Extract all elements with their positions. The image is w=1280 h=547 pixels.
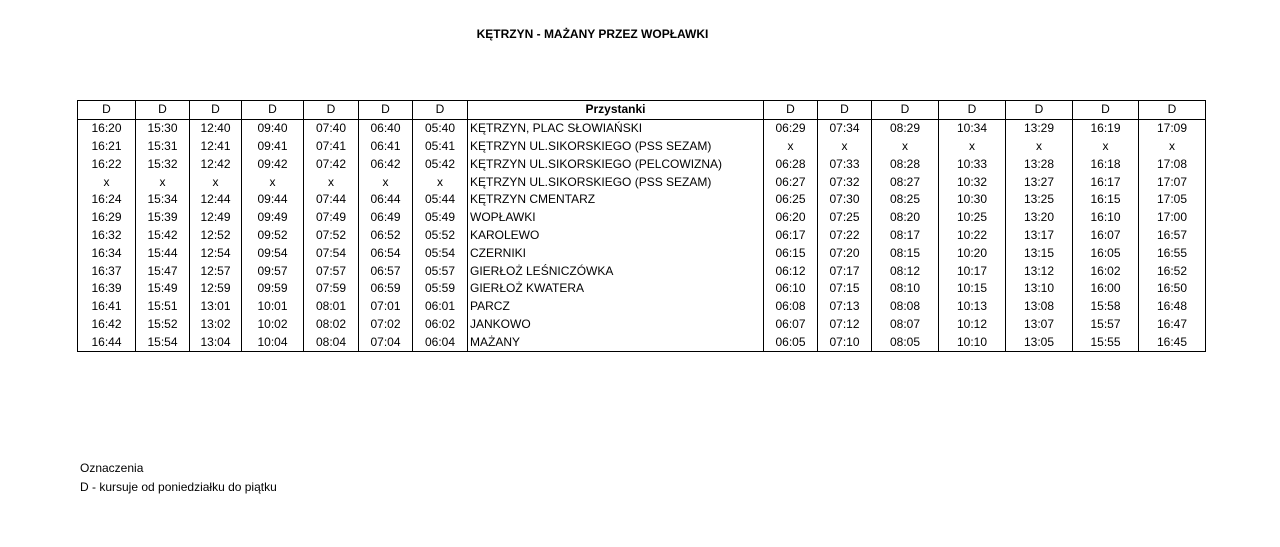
- departure-time-cell: 06:29: [764, 119, 818, 137]
- stop-name-cell: GIERŁOŻ KWATERA: [468, 280, 764, 298]
- table-row: [78, 155, 1206, 173]
- departure-time-cell: 09:57: [242, 262, 304, 280]
- departure-time-cell: 08:08: [872, 298, 939, 316]
- departure-time-cell: x: [764, 138, 818, 156]
- departure-time-cell: 06:08: [764, 298, 818, 316]
- stop-name-cell: PARCZ: [468, 298, 764, 316]
- departure-time-cell: 10:01: [242, 298, 304, 316]
- departure-time-cell: 07:52: [304, 227, 359, 245]
- departure-time-cell: 09:59: [242, 280, 304, 298]
- departure-time-cell: 10:15: [939, 280, 1006, 298]
- departure-time-cell: 06:15: [764, 244, 818, 262]
- column-header-course: D: [242, 101, 304, 120]
- departure-time-cell: 15:55: [1073, 333, 1139, 351]
- departure-time-cell: 16:22: [78, 155, 136, 173]
- legend-item: D - kursuje od poniedziałku do piątku: [80, 480, 277, 494]
- table-row: [78, 138, 1206, 156]
- departure-time-cell: 16:10: [1073, 209, 1139, 227]
- departure-time-cell: 12:42: [190, 155, 242, 173]
- departure-time-cell: 16:47: [1139, 316, 1206, 334]
- departure-time-cell: 05:41: [413, 138, 468, 156]
- departure-time-cell: 10:20: [939, 244, 1006, 262]
- departure-time-cell: 15:49: [136, 280, 190, 298]
- table-row: [78, 280, 1206, 298]
- column-header-course: D: [413, 101, 468, 120]
- column-header-course: D: [136, 101, 190, 120]
- departure-time-cell: x: [242, 173, 304, 191]
- departure-time-cell: 12:59: [190, 280, 242, 298]
- stop-name-cell: KĘTRZYN, PLAC SŁOWIAŃSKI: [468, 119, 764, 137]
- departure-time-cell: 13:28: [1006, 155, 1073, 173]
- table-row: [78, 191, 1206, 209]
- departure-time-cell: 10:13: [939, 298, 1006, 316]
- departure-time-cell: 16:24: [78, 191, 136, 209]
- departure-time-cell: 09:52: [242, 227, 304, 245]
- departure-time-cell: 16:02: [1073, 262, 1139, 280]
- stop-name-cell: KĘTRZYN UL.SIKORSKIEGO (PSS SEZAM): [468, 138, 764, 156]
- column-header-stops: Przystanki: [468, 101, 764, 120]
- departure-time-cell: x: [1006, 138, 1073, 156]
- departure-time-cell: 06:42: [359, 155, 413, 173]
- departure-time-cell: 10:02: [242, 316, 304, 334]
- departure-time-cell: x: [939, 138, 1006, 156]
- departure-time-cell: 07:04: [359, 333, 413, 351]
- departure-time-cell: 16:17: [1073, 173, 1139, 191]
- departure-time-cell: 13:25: [1006, 191, 1073, 209]
- departure-time-cell: 10:22: [939, 227, 1006, 245]
- departure-time-cell: 05:57: [413, 262, 468, 280]
- table-row: [78, 119, 1206, 137]
- departure-time-cell: 12:41: [190, 138, 242, 156]
- departure-time-cell: 09:41: [242, 138, 304, 156]
- departure-time-cell: 15:44: [136, 244, 190, 262]
- departure-time-cell: 10:25: [939, 209, 1006, 227]
- departure-time-cell: 16:42: [78, 316, 136, 334]
- table-row: [78, 173, 1206, 191]
- departure-time-cell: 07:49: [304, 209, 359, 227]
- departure-time-cell: 15:47: [136, 262, 190, 280]
- departure-time-cell: 06:10: [764, 280, 818, 298]
- departure-time-cell: 12:57: [190, 262, 242, 280]
- departure-time-cell: 17:05: [1139, 191, 1206, 209]
- departure-time-cell: 16:50: [1139, 280, 1206, 298]
- departure-time-cell: 13:04: [190, 333, 242, 351]
- departure-time-cell: 07:44: [304, 191, 359, 209]
- column-header-course: D: [1139, 101, 1206, 120]
- departure-time-cell: 17:09: [1139, 119, 1206, 137]
- departure-time-cell: 08:01: [304, 298, 359, 316]
- departure-time-cell: 07:17: [818, 262, 872, 280]
- departure-time-cell: 08:27: [872, 173, 939, 191]
- departure-time-cell: x: [413, 173, 468, 191]
- departure-time-cell: 06:54: [359, 244, 413, 262]
- departure-time-cell: 16:48: [1139, 298, 1206, 316]
- stop-name-cell: GIERŁOŻ LEŚNICZÓWKA: [468, 262, 764, 280]
- departure-time-cell: 07:25: [818, 209, 872, 227]
- departure-time-cell: 12:40: [190, 119, 242, 137]
- departure-time-cell: 06:20: [764, 209, 818, 227]
- stop-name-cell: KAROLEWO: [468, 227, 764, 245]
- table-header-row: [78, 101, 1206, 120]
- column-header-course: D: [1073, 101, 1139, 120]
- departure-time-cell: 10:04: [242, 333, 304, 351]
- departure-time-cell: 08:02: [304, 316, 359, 334]
- departure-time-cell: 05:49: [413, 209, 468, 227]
- departure-time-cell: 16:19: [1073, 119, 1139, 137]
- stop-name-cell: JANKOWO: [468, 316, 764, 334]
- departure-time-cell: 16:57: [1139, 227, 1206, 245]
- departure-time-cell: 08:12: [872, 262, 939, 280]
- legend: [80, 459, 277, 497]
- departure-time-cell: 13:17: [1006, 227, 1073, 245]
- departure-time-cell: 08:25: [872, 191, 939, 209]
- departure-time-cell: 07:22: [818, 227, 872, 245]
- departure-time-cell: 08:04: [304, 333, 359, 351]
- departure-time-cell: 08:10: [872, 280, 939, 298]
- departure-time-cell: x: [1139, 138, 1206, 156]
- departure-time-cell: 12:49: [190, 209, 242, 227]
- departure-time-cell: 08:29: [872, 119, 939, 137]
- departure-time-cell: 16:41: [78, 298, 136, 316]
- departure-time-cell: 06:40: [359, 119, 413, 137]
- departure-time-cell: 10:34: [939, 119, 1006, 137]
- departure-time-cell: x: [872, 138, 939, 156]
- departure-time-cell: 12:52: [190, 227, 242, 245]
- departure-time-cell: 07:15: [818, 280, 872, 298]
- departure-time-cell: 07:32: [818, 173, 872, 191]
- legend-heading: Oznaczenia: [80, 461, 144, 475]
- departure-time-cell: 09:40: [242, 119, 304, 137]
- departure-time-cell: 06:25: [764, 191, 818, 209]
- departure-time-cell: 07:02: [359, 316, 413, 334]
- departure-time-cell: 17:08: [1139, 155, 1206, 173]
- column-header-course: D: [304, 101, 359, 120]
- departure-time-cell: 07:34: [818, 119, 872, 137]
- table-row: [78, 333, 1206, 351]
- stop-name-cell: KĘTRZYN CMENTARZ: [468, 191, 764, 209]
- departure-time-cell: x: [136, 173, 190, 191]
- departure-time-cell: 08:28: [872, 155, 939, 173]
- departure-time-cell: 07:41: [304, 138, 359, 156]
- departure-time-cell: 16:52: [1139, 262, 1206, 280]
- departure-time-cell: 06:12: [764, 262, 818, 280]
- departure-time-cell: 08:05: [872, 333, 939, 351]
- departure-time-cell: 06:41: [359, 138, 413, 156]
- departure-time-cell: 06:04: [413, 333, 468, 351]
- departure-time-cell: 09:42: [242, 155, 304, 173]
- departure-time-cell: 10:33: [939, 155, 1006, 173]
- departure-time-cell: 16:18: [1073, 155, 1139, 173]
- departure-time-cell: 13:15: [1006, 244, 1073, 262]
- departure-time-cell: 10:10: [939, 333, 1006, 351]
- departure-time-cell: x: [818, 138, 872, 156]
- column-header-course: D: [872, 101, 939, 120]
- departure-time-cell: 10:32: [939, 173, 1006, 191]
- stop-name-cell: KĘTRZYN UL.SIKORSKIEGO (PELCOWIZNA): [468, 155, 764, 173]
- stop-name-cell: CZERNIKI: [468, 244, 764, 262]
- departure-time-cell: 16:29: [78, 209, 136, 227]
- departure-time-cell: 15:30: [136, 119, 190, 137]
- column-header-course: D: [78, 101, 136, 120]
- column-header-course: D: [939, 101, 1006, 120]
- departure-time-cell: 15:34: [136, 191, 190, 209]
- departure-time-cell: 16:21: [78, 138, 136, 156]
- departure-time-cell: 06:59: [359, 280, 413, 298]
- departure-time-cell: 16:39: [78, 280, 136, 298]
- departure-time-cell: 07:30: [818, 191, 872, 209]
- departure-time-cell: 15:54: [136, 333, 190, 351]
- departure-time-cell: 13:07: [1006, 316, 1073, 334]
- departure-time-cell: 05:54: [413, 244, 468, 262]
- departure-time-cell: 13:29: [1006, 119, 1073, 137]
- departure-time-cell: 17:00: [1139, 209, 1206, 227]
- departure-time-cell: 16:07: [1073, 227, 1139, 245]
- departure-time-cell: 10:17: [939, 262, 1006, 280]
- departure-time-cell: 16:20: [78, 119, 136, 137]
- column-header-course: D: [764, 101, 818, 120]
- departure-time-cell: 16:34: [78, 244, 136, 262]
- departure-time-cell: 12:44: [190, 191, 242, 209]
- departure-time-cell: 17:07: [1139, 173, 1206, 191]
- departure-time-cell: 16:55: [1139, 244, 1206, 262]
- departure-time-cell: 15:42: [136, 227, 190, 245]
- departure-time-cell: 06:17: [764, 227, 818, 245]
- departure-time-cell: x: [78, 173, 136, 191]
- departure-time-cell: 07:33: [818, 155, 872, 173]
- departure-time-cell: 15:39: [136, 209, 190, 227]
- column-header-course: D: [818, 101, 872, 120]
- departure-time-cell: 13:27: [1006, 173, 1073, 191]
- departure-time-cell: 15:31: [136, 138, 190, 156]
- table-row: [78, 298, 1206, 316]
- departure-time-cell: 13:12: [1006, 262, 1073, 280]
- departure-time-cell: 06:44: [359, 191, 413, 209]
- departure-time-cell: 06:27: [764, 173, 818, 191]
- table-row: [78, 244, 1206, 262]
- departure-time-cell: 07:57: [304, 262, 359, 280]
- departure-time-cell: 07:40: [304, 119, 359, 137]
- timetable: [77, 100, 1206, 352]
- table-row: [78, 316, 1206, 334]
- departure-time-cell: 06:05: [764, 333, 818, 351]
- column-header-course: D: [190, 101, 242, 120]
- departure-time-cell: 07:20: [818, 244, 872, 262]
- departure-time-cell: 06:52: [359, 227, 413, 245]
- departure-time-cell: 16:00: [1073, 280, 1139, 298]
- departure-time-cell: 05:52: [413, 227, 468, 245]
- departure-time-cell: 08:17: [872, 227, 939, 245]
- stop-name-cell: KĘTRZYN UL.SIKORSKIEGO (PSS SEZAM): [468, 173, 764, 191]
- departure-time-cell: 07:12: [818, 316, 872, 334]
- departure-time-cell: 07:10: [818, 333, 872, 351]
- departure-time-cell: x: [190, 173, 242, 191]
- departure-time-cell: 13:05: [1006, 333, 1073, 351]
- departure-time-cell: 05:59: [413, 280, 468, 298]
- departure-time-cell: 05:40: [413, 119, 468, 137]
- departure-time-cell: 06:57: [359, 262, 413, 280]
- departure-time-cell: 15:57: [1073, 316, 1139, 334]
- departure-time-cell: 07:01: [359, 298, 413, 316]
- departure-time-cell: 16:15: [1073, 191, 1139, 209]
- departure-time-cell: 09:54: [242, 244, 304, 262]
- departure-time-cell: 13:02: [190, 316, 242, 334]
- departure-time-cell: 08:20: [872, 209, 939, 227]
- table-row: [78, 209, 1206, 227]
- departure-time-cell: 07:13: [818, 298, 872, 316]
- column-header-course: D: [359, 101, 413, 120]
- departure-time-cell: 16:37: [78, 262, 136, 280]
- departure-time-cell: 15:52: [136, 316, 190, 334]
- departure-time-cell: 06:28: [764, 155, 818, 173]
- departure-time-cell: 05:42: [413, 155, 468, 173]
- departure-time-cell: 08:15: [872, 244, 939, 262]
- departure-time-cell: 12:54: [190, 244, 242, 262]
- departure-time-cell: 06:01: [413, 298, 468, 316]
- departure-time-cell: 16:05: [1073, 244, 1139, 262]
- departure-time-cell: 07:54: [304, 244, 359, 262]
- departure-time-cell: x: [1073, 138, 1139, 156]
- departure-time-cell: 16:45: [1139, 333, 1206, 351]
- departure-time-cell: 13:01: [190, 298, 242, 316]
- table-row: [78, 227, 1206, 245]
- departure-time-cell: 16:32: [78, 227, 136, 245]
- departure-time-cell: 07:59: [304, 280, 359, 298]
- departure-time-cell: 08:07: [872, 316, 939, 334]
- departure-time-cell: x: [304, 173, 359, 191]
- stop-name-cell: WOPŁAWKI: [468, 209, 764, 227]
- departure-time-cell: 09:49: [242, 209, 304, 227]
- departure-time-cell: 15:58: [1073, 298, 1139, 316]
- departure-time-cell: 06:49: [359, 209, 413, 227]
- departure-time-cell: 06:07: [764, 316, 818, 334]
- departure-time-cell: 15:51: [136, 298, 190, 316]
- column-header-course: D: [1006, 101, 1073, 120]
- departure-time-cell: x: [359, 173, 413, 191]
- page-title: KĘTRZYN - MAŻANY PRZEZ WOPŁAWKI: [476, 27, 709, 41]
- departure-time-cell: 13:10: [1006, 280, 1073, 298]
- departure-time-cell: 05:44: [413, 191, 468, 209]
- departure-time-cell: 15:32: [136, 155, 190, 173]
- departure-time-cell: 06:02: [413, 316, 468, 334]
- table-row: [78, 262, 1206, 280]
- departure-time-cell: 10:12: [939, 316, 1006, 334]
- departure-time-cell: 13:20: [1006, 209, 1073, 227]
- departure-time-cell: 09:44: [242, 191, 304, 209]
- departure-time-cell: 13:08: [1006, 298, 1073, 316]
- departure-time-cell: 10:30: [939, 191, 1006, 209]
- stop-name-cell: MAŻANY: [468, 333, 764, 351]
- departure-time-cell: 07:42: [304, 155, 359, 173]
- departure-time-cell: 16:44: [78, 333, 136, 351]
